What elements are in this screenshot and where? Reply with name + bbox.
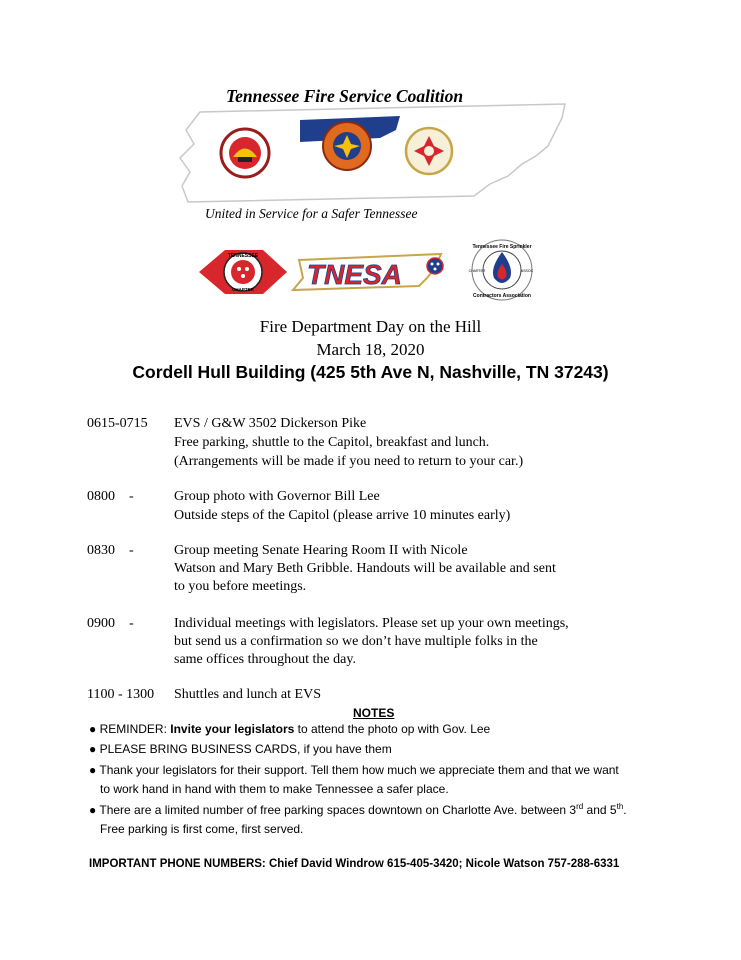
event-date: March 18, 2020 [316, 340, 425, 359]
chapter-bottom-label: CHAPTER [232, 287, 254, 292]
partner-logos-row [195, 238, 540, 303]
event-title: Fire Department Day on the Hill [259, 317, 482, 336]
schedule-line: to you before meetings. [174, 579, 307, 594]
sprinkler-right-label: ASSOC [520, 269, 534, 273]
chapter-top-label: TENNESSEE [227, 253, 259, 259]
tnesa-text: TNESA [307, 259, 402, 290]
note-item [89, 802, 627, 817]
schedule-line: Group photo with Governor Bill Lee [174, 489, 380, 504]
tnesa-logo-icon [293, 254, 443, 290]
sprinkler-association-logo-icon [469, 240, 534, 300]
note-text: to attend the photo op with Gov. Lee [294, 722, 491, 736]
important-phone-numbers: IMPORTANT PHONE NUMBERS: Chief David Windrow 615-405-3420; Nicole Watson 757-288-6331 [89, 858, 620, 870]
firefighters-badge-icon [221, 129, 269, 177]
schedule-time: 1100 - 1300 [87, 687, 155, 702]
sprinkler-left-label: CHARTER [468, 269, 486, 273]
tennessee-chapter-logo-icon [199, 250, 287, 294]
note-text: PLEASE BRING BUSINESS CARDS, if you have them [99, 742, 392, 756]
schedule-time: 0830 - [87, 543, 134, 558]
schedule-line: same offices throughout the day. [174, 652, 356, 667]
schedule-line: (Arrangements will be made if you need to return to your car.) [174, 454, 524, 469]
ordinal-suffix: th [616, 802, 624, 811]
coalition-title: Tennessee Fire Service Coalition [226, 86, 464, 106]
schedule-line: Free parking, shuttle to the Capitol, breakfast and lunch. [174, 435, 490, 450]
tennessee-map-logo [170, 100, 580, 205]
note-item [89, 763, 619, 777]
bullet: ● [89, 763, 97, 777]
sprinkler-top-label: Tennessee Fire Sprinkler [472, 244, 532, 250]
schedule-time: 0615-0715 [87, 416, 148, 431]
schedule-line: Outside steps of the Capitol (please arrive 10 minutes early) [174, 508, 511, 523]
schedule-line: Individual meetings with legislators. Please set up your own meetings, [174, 616, 569, 631]
schedule-line: Group meeting Senate Hearing Room II with Nicole [174, 543, 468, 558]
event-venue: Cordell Hull Building (425 5th Ave N, Nashville, TN 37243) [132, 362, 609, 382]
ordinal-suffix: rd [576, 802, 584, 811]
note-text: There are a limited number of free parking spaces downtown on Charlotte Ave. between 3 [99, 803, 577, 817]
fire-chiefs-badge-icon [406, 128, 452, 174]
note-emphasis: Invite your legislators [170, 722, 295, 736]
note-text: Thank your legislators for their support. Tell them how much we appreciate them and that we want [99, 763, 619, 777]
schedule-line: Watson and Mary Beth Gribble. Handouts will be available and sent [174, 561, 556, 576]
note-item [89, 742, 392, 756]
note-text: and 5 [583, 803, 617, 817]
bullet: ● [89, 722, 97, 736]
schedule-time: 0900 - [87, 616, 134, 631]
note-continuation: Free parking is first come, first served. [100, 822, 304, 836]
schedule-line: but send us a confirmation so we don’t have multiple folks in the [174, 634, 538, 649]
sprinkler-bottom-label: Contractors Association [473, 293, 531, 299]
note-text: . [623, 803, 627, 817]
note-continuation: to work hand in hand with them to make Tennessee a safer place. [100, 782, 449, 796]
notes-heading: NOTES [353, 706, 395, 720]
schedule-line: EVS / G&W 3502 Dickerson Pike [174, 416, 367, 431]
coalition-tagline: United in Service for a Safer Tennessee [205, 206, 418, 221]
state-fire-badge-icon [300, 116, 400, 170]
schedule-line: Shuttles and lunch at EVS [174, 687, 321, 702]
note-prefix: REMINDER: [99, 722, 171, 736]
schedule-time: 0800 - [87, 489, 134, 504]
bullet: ● [89, 803, 97, 817]
note-item [89, 722, 490, 736]
bullet: ● [89, 742, 97, 756]
